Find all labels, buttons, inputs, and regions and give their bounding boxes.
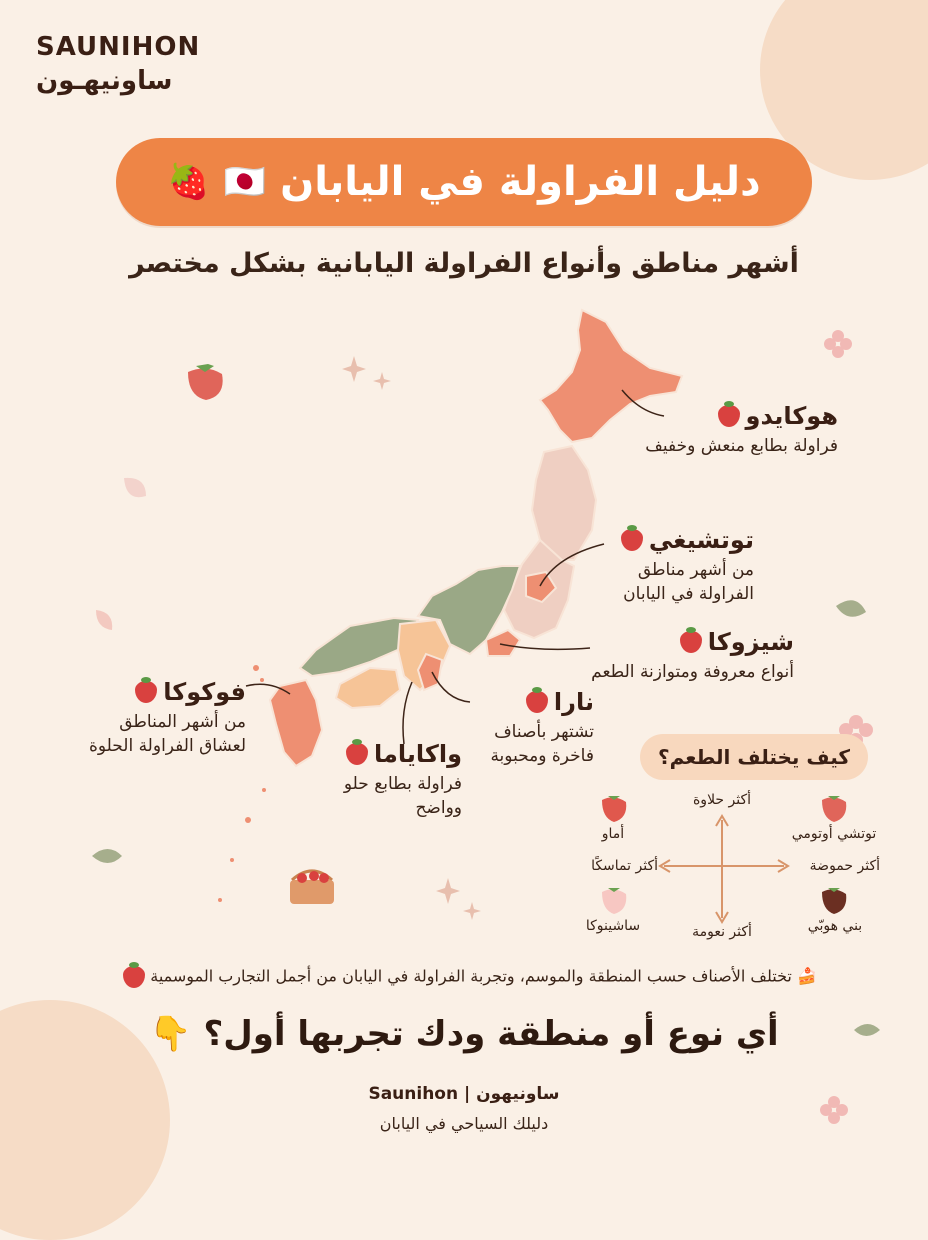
strawberry-icon	[135, 681, 157, 703]
region-desc: من أشهر مناطق	[637, 560, 754, 580]
variety-sachinoka: ساشينوكا	[585, 918, 641, 934]
sparkle-icon	[463, 902, 481, 920]
note-text: تختلف الأصناف حسب المنطقة والموسم، وتجربة الفراولة في اليابان من أجمل التجارب الموسمية	[150, 966, 792, 986]
subtitle: أشهر مناطق وأنواع الفراولة اليابانية بشكل مختصر	[129, 248, 799, 279]
region-name: واكاياما	[373, 740, 462, 768]
cake-icon: 🍰	[796, 966, 817, 986]
region-desc: لعشاق الفراولة الحلوة	[88, 736, 246, 756]
region-desc: من أشهر المناطق	[119, 712, 246, 732]
leaf-icon	[854, 1024, 880, 1036]
axis-right-label: أكثر حموضة	[809, 858, 880, 874]
sparkle-icon	[436, 878, 460, 904]
footer-tagline: دليلك السياحي في اليابان	[379, 1114, 549, 1133]
leaf-icon	[836, 600, 866, 617]
axis-left-label: أكثر تماسكًا	[591, 858, 658, 874]
strawberry-icon	[822, 796, 846, 822]
strawberry-icon	[680, 631, 702, 653]
strawberry-icon	[123, 966, 145, 988]
label-wakayama	[316, 740, 462, 820]
page-title: دليل الفراولة في اليابان	[280, 159, 761, 205]
basket-icon	[290, 871, 334, 904]
variety-amaou: أماو	[601, 826, 625, 842]
variety-tochiotome: توتشي أوتومي	[791, 826, 877, 842]
brand-name-en: SAUNIHON	[36, 32, 201, 62]
region-shikoku	[336, 668, 400, 708]
strawberry-icon	[822, 888, 846, 914]
axis-bottom-label: أكثر نعومة	[692, 924, 752, 940]
region-name: هوكايدو	[745, 402, 838, 430]
region-name: شيزوكا	[707, 628, 794, 656]
question-text: أي نوع أو منطقة ودك تجربها أول؟ 👇	[149, 1014, 779, 1054]
strawberry-icon	[602, 888, 626, 914]
region-desc: وواضح	[415, 798, 462, 818]
sakura-icon	[820, 1096, 848, 1124]
sparkle-icon	[342, 356, 366, 382]
strawberry-icon	[718, 405, 740, 427]
label-tochigi	[560, 526, 754, 606]
leaf-icon	[92, 849, 122, 863]
petal-icon	[96, 610, 112, 630]
strawberry-icon	[346, 743, 368, 765]
taste-heading: كيف يختلف الطعم؟	[640, 734, 868, 780]
petal-icon	[124, 478, 146, 497]
strawberry-icon: 🍓	[167, 162, 210, 202]
sparkle-icon	[373, 372, 391, 390]
strawberry-icon	[526, 691, 548, 713]
region-shizuoka	[486, 630, 520, 656]
region-desc: أنواع معروفة ومتوازنة الطعم	[591, 662, 794, 682]
variety-benihoppe: بني هوبّي	[807, 918, 863, 934]
region-name: فوكوكا	[163, 678, 246, 706]
region-desc: فراولة بطابع حلو	[343, 774, 462, 794]
strawberry-icon	[188, 364, 223, 400]
seasonal-note	[60, 966, 880, 988]
region-desc: تشتهر بأصناف	[494, 722, 594, 742]
footer-brand: Saunihon | ساونيهون	[368, 1084, 560, 1104]
region-desc: فراولة بطابع منعش وخفيف	[645, 436, 838, 456]
label-shizuoka	[540, 628, 794, 684]
region-name: نارا	[553, 688, 594, 716]
region-desc: فاخرة ومحبوبة	[490, 746, 594, 766]
label-hokkaido	[560, 402, 838, 458]
label-fukuoka	[40, 678, 246, 758]
strawberry-icon	[602, 796, 626, 822]
sakura-icon	[824, 330, 852, 358]
region-desc: الفراولة في اليابان	[623, 584, 754, 604]
label-nara	[444, 688, 594, 768]
japan-flag-icon: 🇯🇵	[223, 162, 267, 202]
region-kyushu	[270, 680, 322, 766]
axis-top-label: أكثر حلاوة	[692, 792, 752, 808]
region-name: توتشيغي	[648, 526, 754, 554]
brand-name-ar: ساونيهـون	[36, 66, 173, 96]
strawberry-icon	[621, 529, 643, 551]
